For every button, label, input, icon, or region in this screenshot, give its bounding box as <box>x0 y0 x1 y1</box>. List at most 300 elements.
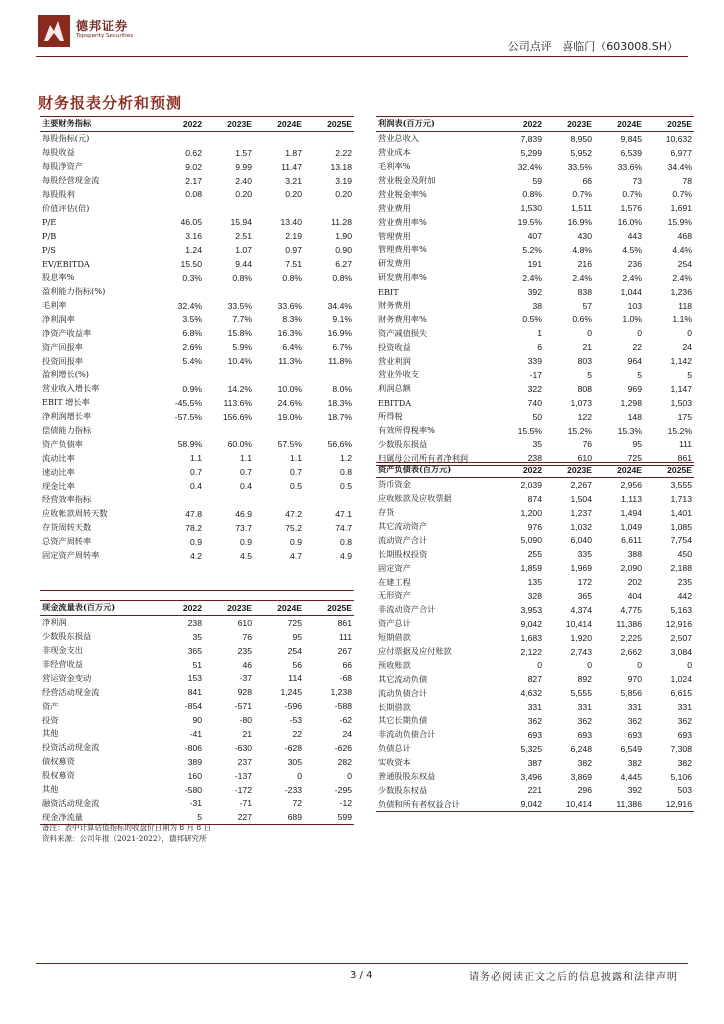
cell-value: 392 <box>627 785 642 796</box>
table-row <box>40 479 354 493</box>
cell-value: 407 <box>527 231 542 242</box>
cell-value: 57.5% <box>277 439 302 450</box>
cell-value: -137 <box>234 770 252 781</box>
row-label: 营业成本 <box>378 147 411 158</box>
row-label: 非现金支出 <box>42 645 83 656</box>
cell-value: 3.21 <box>285 175 302 186</box>
cell-value: 610 <box>237 617 252 628</box>
cell-value: 0 <box>637 328 642 339</box>
table-row <box>40 437 354 451</box>
cell-value: 6,615 <box>670 688 692 699</box>
table-row <box>40 368 354 382</box>
row-label: 其他 <box>42 784 59 795</box>
page-number: 3 / 4 <box>350 970 373 981</box>
cell-value: 9.99 <box>235 161 252 172</box>
table-row <box>376 146 694 160</box>
cell-value: 66 <box>342 659 352 670</box>
row-label: 营业外收支 <box>378 369 419 380</box>
cell-value: 2,225 <box>620 632 642 643</box>
cell-value: -41 <box>189 728 202 739</box>
cell-value: 15.5% <box>517 425 542 436</box>
cell-value <box>254 563 304 577</box>
cell-value: 235 <box>677 577 692 588</box>
table-row <box>376 700 694 714</box>
cell-value: -806 <box>184 742 202 753</box>
table-row <box>376 714 694 728</box>
cell-value: 322 <box>527 383 542 394</box>
table-row <box>376 174 694 188</box>
cell-value: 0.8 <box>340 467 352 478</box>
row-label: 资产 <box>42 700 59 711</box>
cell-value: 5,555 <box>570 688 592 699</box>
row-label: P/S <box>42 244 56 255</box>
table-row <box>376 187 694 201</box>
cell-value <box>204 576 254 590</box>
cell-value: 75.2 <box>285 522 302 533</box>
row-label: 债权募资 <box>42 756 75 767</box>
row-label: 存货周转天数 <box>42 522 92 533</box>
row-label: 固定资产周转率 <box>42 550 100 561</box>
cell-value <box>154 576 204 590</box>
row-label: 资产回报率 <box>42 341 83 352</box>
cell-value <box>154 493 204 507</box>
row-label: 资产减值损失 <box>378 327 428 338</box>
logo-english-name: Topsperity Securities <box>76 33 134 39</box>
cell-value: 1,691 <box>670 203 692 214</box>
table-row <box>376 728 694 742</box>
cell-value: 1,024 <box>670 674 692 685</box>
row-label: 每股净资产 <box>42 161 83 172</box>
financial-indicators-table <box>40 116 354 591</box>
cell-value: 57 <box>582 300 592 311</box>
cell-value: 221 <box>527 785 542 796</box>
table-row <box>40 299 354 313</box>
year-header: 2023E <box>204 601 254 616</box>
table-row <box>40 576 354 590</box>
cell-value: 148 <box>627 411 642 422</box>
table-row <box>40 215 354 229</box>
row-label: 净利润增长率 <box>42 411 92 422</box>
table-row <box>376 257 694 271</box>
cell-value: 382 <box>677 757 692 768</box>
cell-value: 3,084 <box>670 646 692 657</box>
cell-value: 216 <box>577 258 592 269</box>
row-label: 营业费用 <box>378 202 411 213</box>
notes <box>42 822 211 844</box>
row-label: 净资产收益率 <box>42 327 92 338</box>
cell-value: 362 <box>677 715 692 726</box>
cell-value <box>304 201 354 215</box>
table-row <box>376 229 694 243</box>
page-header <box>0 0 724 62</box>
cell-value: 1.57 <box>235 147 252 158</box>
table-row <box>376 410 694 424</box>
cell-value: 15.50 <box>180 258 202 269</box>
table-row <box>40 160 354 174</box>
row-label: 管理费用 <box>378 230 411 241</box>
cell-value: 6,539 <box>620 147 642 158</box>
table-row <box>376 243 694 257</box>
cell-value: 1 <box>537 328 542 339</box>
cell-value: -596 <box>284 701 302 712</box>
cell-value: 725 <box>594 451 644 465</box>
cell-value: 5 <box>637 369 642 380</box>
year-header: 2023E <box>204 117 254 132</box>
cell-value: 59 <box>532 175 542 186</box>
cell-value: 2.51 <box>235 231 252 242</box>
cell-value: 3.5% <box>182 314 202 325</box>
row-label: 在建工程 <box>378 576 411 587</box>
row-label: 应收帐款周转天数 <box>42 508 108 519</box>
cell-value: 296 <box>577 785 592 796</box>
cell-value: 47.2 <box>285 508 302 519</box>
cell-value: 9,845 <box>620 133 642 144</box>
cell-value: 1.07 <box>235 244 252 255</box>
row-label: 所得税 <box>378 411 403 422</box>
row-label: 盈利能力指标(%) <box>42 286 106 297</box>
table-row <box>40 257 354 271</box>
cell-value: 15.2% <box>667 425 692 436</box>
cell-value: 1,530 <box>520 203 542 214</box>
cell-value: 1,713 <box>670 493 692 504</box>
cell-value: 1,073 <box>570 397 592 408</box>
cell-value: 0.7 <box>240 467 252 478</box>
row-label: 利润总额 <box>378 383 411 394</box>
cell-value <box>304 576 354 590</box>
logo-name: 德邦证券 <box>76 19 129 33</box>
row-label <box>40 576 154 590</box>
cell-value: 1,683 <box>520 632 542 643</box>
cell-value: 693 <box>527 729 542 740</box>
cell-value: 0.3% <box>182 272 202 283</box>
cell-value: 430 <box>577 231 592 242</box>
cell-value <box>204 424 254 438</box>
cell-value: 11,386 <box>594 797 644 811</box>
cell-value: 7,839 <box>520 133 542 144</box>
cell-value: 1,298 <box>620 397 642 408</box>
cell-value <box>254 285 304 299</box>
cell-value: 7,754 <box>670 535 692 546</box>
row-label: 经营活动现金流 <box>42 686 100 697</box>
cell-value: 7.7% <box>232 314 252 325</box>
table-row <box>40 285 354 299</box>
table-row <box>40 521 354 535</box>
cell-value: 450 <box>677 549 692 560</box>
cell-value: 8,950 <box>570 133 592 144</box>
cell-value: 964 <box>627 356 642 367</box>
cell-value: 6,040 <box>570 535 592 546</box>
cell-value: 78 <box>682 175 692 186</box>
table-row <box>40 685 354 699</box>
table-row <box>40 146 354 160</box>
row-label: 其他 <box>42 728 59 739</box>
cell-value: 11.28 <box>331 217 352 228</box>
year-header: 2025E <box>304 117 354 132</box>
cell-value: 47.1 <box>335 508 352 519</box>
cell-value: 503 <box>677 785 692 796</box>
cell-value: 725 <box>287 617 302 628</box>
table-title: 资产负债表(百万元) <box>376 463 494 478</box>
cell-value: 11.3% <box>278 356 302 367</box>
cell-value: 1,969 <box>570 563 592 574</box>
table-row <box>40 271 354 285</box>
table-row <box>376 477 694 491</box>
cell-value: 114 <box>288 673 302 684</box>
cell-value: 3.16 <box>185 231 202 242</box>
cell-value: 8.0% <box>332 383 352 394</box>
row-label: 非流动负债合计 <box>378 729 436 740</box>
cell-value: 0 <box>637 660 642 671</box>
cell-value: 6.27 <box>335 258 352 269</box>
cell-value: 2.4% <box>522 272 542 283</box>
cell-value: 38 <box>532 300 542 311</box>
table-row <box>376 201 694 215</box>
table-row <box>40 201 354 215</box>
cell-value: 11.8% <box>328 356 352 367</box>
cell-value: 1,142 <box>670 356 692 367</box>
cell-value: 111 <box>338 631 352 642</box>
cell-value: 2,090 <box>620 563 642 574</box>
table-row <box>376 354 694 368</box>
table-row <box>40 187 354 201</box>
cell-value: 1,147 <box>670 383 692 394</box>
cell-value: 13.40 <box>280 217 302 228</box>
disclaimer: 请务必阅读正文之后的信息披露和法律声明 <box>469 972 678 983</box>
company-ticker: 喜临门（603008.SH） <box>562 40 678 53</box>
row-label: 非流动资产合计 <box>378 604 436 615</box>
table-row <box>40 755 354 769</box>
cell-value: -57.5% <box>174 411 202 422</box>
cell-value: 1,113 <box>621 493 642 504</box>
row-label: 毛利率 <box>42 300 67 311</box>
cell-value: 15.8% <box>227 328 252 339</box>
row-label: 财务费用率% <box>378 313 427 324</box>
cell-value: 34.4% <box>327 300 352 311</box>
row-label: 偿债能力指标 <box>42 425 92 436</box>
cell-value: 0 <box>537 660 542 671</box>
table-row <box>376 686 694 700</box>
cell-value: -172 <box>234 784 252 795</box>
row-label: 管理费用率% <box>378 244 427 255</box>
cell-value: 443 <box>627 231 642 242</box>
cell-value: 1.0% <box>622 314 642 325</box>
cell-value: 892 <box>577 674 592 685</box>
row-label: 速动比率 <box>42 466 75 477</box>
cell-value: 9.02 <box>185 161 202 172</box>
table-row <box>376 312 694 326</box>
table-row <box>40 549 354 563</box>
year-header: 2022 <box>154 601 204 616</box>
cell-value <box>254 576 304 590</box>
row-label: 投资收益 <box>378 341 411 352</box>
cell-value: 24 <box>682 342 692 353</box>
cell-value: 56 <box>292 659 302 670</box>
table-row <box>376 492 694 506</box>
cell-value: 21 <box>242 728 252 739</box>
cell-value: 35 <box>532 439 542 450</box>
cell-value: 3,555 <box>670 479 692 490</box>
cell-value: 76 <box>242 631 252 642</box>
cell-value: 111 <box>678 439 692 450</box>
cell-value: 2,956 <box>620 479 642 490</box>
cell-value: 389 <box>187 756 202 767</box>
cell-value: 2,188 <box>670 563 692 574</box>
row-label: 营运资金变动 <box>42 672 92 683</box>
cell-value <box>254 201 304 215</box>
cell-value: 32.4% <box>517 161 542 172</box>
table-header-row <box>376 463 694 478</box>
cell-value: 227 <box>204 810 254 824</box>
cell-value: 1,511 <box>571 203 592 214</box>
cell-value: 33.5% <box>567 161 592 172</box>
row-label: 其它长期负债 <box>378 715 428 726</box>
year-header: 2022 <box>494 463 544 478</box>
cell-value: 1.1 <box>240 453 252 464</box>
cell-value: 11.47 <box>281 161 302 172</box>
row-label: 资产总计 <box>378 618 411 629</box>
row-label: 少数股东损益 <box>378 438 428 449</box>
cell-value: 12,916 <box>665 618 692 629</box>
cell-value: 0.7 <box>290 467 302 478</box>
cell-value: 0.7% <box>622 189 642 200</box>
cell-value: -12 <box>339 798 352 809</box>
table-row <box>376 658 694 672</box>
cell-value: 46.9 <box>235 508 252 519</box>
cell-value: 1.1% <box>672 314 692 325</box>
cell-value <box>304 131 354 145</box>
cell-value: 392 <box>527 286 542 297</box>
year-header: 2025E <box>644 463 694 478</box>
cell-value: 18.3% <box>327 397 352 408</box>
row-label: 短期借款 <box>378 632 411 643</box>
row-label: 每股经营现金流 <box>42 175 100 185</box>
cell-value: 95 <box>292 631 302 642</box>
cell-value: 0.4 <box>190 481 202 492</box>
table-row <box>376 783 694 797</box>
cell-value <box>254 131 304 145</box>
table-title: 现金流量表(百万元) <box>40 601 154 616</box>
table-row <box>40 713 354 727</box>
table-row <box>40 465 354 479</box>
table-row <box>376 368 694 382</box>
row-label: 研发费用率% <box>378 272 427 283</box>
cell-value: 0.5% <box>522 314 542 325</box>
cell-value: 365 <box>187 645 202 656</box>
cell-value: -45.5% <box>174 397 202 408</box>
cell-value: 10,414 <box>565 618 592 629</box>
cell-value: 970 <box>627 674 642 685</box>
cell-value: -71 <box>239 798 252 809</box>
cell-value: 5 <box>154 810 204 824</box>
cell-value: 10,632 <box>665 133 692 144</box>
cell-value: 827 <box>527 674 542 685</box>
cell-value: 2.40 <box>235 175 252 186</box>
cell-value: 4.7 <box>290 550 302 561</box>
cell-value <box>204 131 254 145</box>
table-row <box>376 215 694 229</box>
table-row <box>376 756 694 770</box>
cell-value: 14.2% <box>227 383 252 394</box>
cell-value: 362 <box>627 715 642 726</box>
cell-value: 3,869 <box>570 771 592 782</box>
cell-value: 238 <box>494 451 544 465</box>
cell-value <box>304 368 354 382</box>
table-row <box>376 160 694 174</box>
year-header: 2024E <box>254 601 304 616</box>
cell-value: 191 <box>527 258 542 269</box>
cell-value: 0.97 <box>285 244 302 255</box>
cell-value: 33.6% <box>277 300 302 311</box>
cell-value: 0.8 <box>340 536 352 547</box>
cell-value: 6.4% <box>282 342 302 353</box>
row-label: 流动资产合计 <box>378 534 428 545</box>
cell-value: 693 <box>577 729 592 740</box>
cell-value: 1,245 <box>280 687 302 698</box>
balance-sheet-table <box>376 462 694 812</box>
cell-value: 0 <box>347 770 352 781</box>
cell-value: 365 <box>577 590 592 601</box>
cell-value: -630 <box>234 742 252 753</box>
cell-value: 610 <box>544 451 594 465</box>
row-label: EV/EBITDA <box>42 258 90 269</box>
cell-value: 328 <box>527 590 542 601</box>
cell-value: 0.20 <box>335 189 352 200</box>
cell-value: 0.20 <box>235 189 252 200</box>
table-row <box>376 742 694 756</box>
cell-value: 382 <box>627 757 642 768</box>
row-label: 投资回报率 <box>42 355 83 366</box>
cell-value: 238 <box>187 617 202 628</box>
table-row <box>40 727 354 741</box>
cell-value: 73 <box>632 175 642 186</box>
cell-value: 3.19 <box>335 175 352 186</box>
table-row <box>376 299 694 313</box>
cell-value: 2,039 <box>520 479 542 490</box>
cell-value: 1,032 <box>570 521 592 532</box>
cell-value: 693 <box>627 729 642 740</box>
row-label: EBITDA <box>378 397 412 408</box>
cell-value: 15.3% <box>617 425 642 436</box>
cell-value: -17 <box>529 369 542 380</box>
cell-value: 0.9 <box>190 536 202 547</box>
row-label: 普通股股东权益 <box>378 771 436 782</box>
cell-value: 331 <box>527 702 542 713</box>
table-row <box>376 617 694 631</box>
cell-value: 175 <box>677 411 692 422</box>
cell-value: 387 <box>527 757 542 768</box>
cell-value: 1.1 <box>190 453 202 464</box>
table-row <box>40 174 354 188</box>
cell-value: 6,611 <box>621 535 642 546</box>
cell-value: 16.3% <box>277 328 302 339</box>
table-row <box>40 382 354 396</box>
cell-value: 442 <box>677 590 692 601</box>
cell-value: 9,042 <box>520 618 542 629</box>
cell-value: 51 <box>192 659 202 670</box>
section-title: 财务报表分析和预测 <box>38 94 183 112</box>
cell-value: 0.9 <box>290 536 302 547</box>
cell-value: 808 <box>577 383 592 394</box>
cell-value: 468 <box>677 231 692 242</box>
row-label: EBIT <box>378 286 399 297</box>
cell-value: 13.18 <box>330 161 352 172</box>
row-label <box>40 563 154 577</box>
cell-value: 2.22 <box>335 147 352 158</box>
cell-value: 56.6% <box>327 439 352 450</box>
cell-value <box>254 493 304 507</box>
cell-value: 9,042 <box>494 797 544 811</box>
cell-value: 60.0% <box>227 439 252 450</box>
